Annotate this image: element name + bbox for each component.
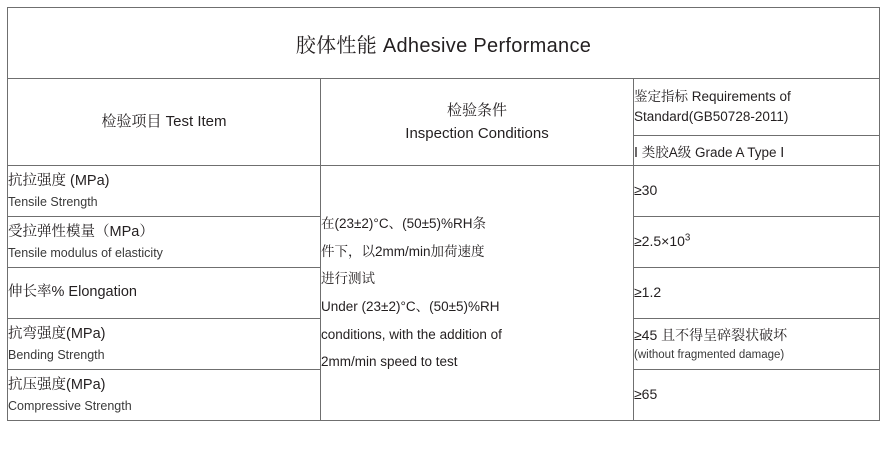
test-item-en: Compressive Strength bbox=[8, 399, 132, 414]
header-requirements-cell bbox=[634, 79, 880, 136]
requirement-cell bbox=[634, 166, 880, 217]
header-requirements-line2: Standard(GB50728-2011) bbox=[634, 109, 789, 125]
requirement-value-wrap bbox=[634, 231, 879, 251]
test-item-en: Tensile Strength bbox=[8, 195, 98, 210]
requirement-value-wrap bbox=[634, 384, 879, 404]
condition-line-1: 在(23±2)°C、(50±5)%RH条 bbox=[321, 215, 486, 231]
requirement-value-wrap bbox=[634, 325, 879, 345]
condition-line-5: conditions, with the addition of bbox=[321, 326, 502, 342]
requirement-value: ≥1.2 bbox=[634, 283, 662, 300]
test-item-cn: 抗压强度(MPa) bbox=[8, 376, 106, 393]
header-requirements-line1: 鉴定指标 Requirements of bbox=[634, 89, 791, 105]
header-inspection-conditions-cell bbox=[321, 79, 634, 166]
header-test-item-label: 检验项目 Test Item bbox=[101, 113, 227, 131]
requirement-exponent: 3 bbox=[684, 232, 691, 244]
table-header-row bbox=[8, 79, 880, 136]
test-item-cell bbox=[8, 217, 321, 268]
requirement-cell bbox=[634, 217, 880, 268]
adhesive-performance-table bbox=[7, 7, 880, 421]
adhesive-performance-sheet bbox=[0, 7, 886, 463]
test-item-cn: 抗弯强度(MPa) bbox=[8, 325, 106, 342]
condition-line-3: 进行测试 bbox=[321, 271, 375, 287]
test-item-en: Tensile modulus of elasticity bbox=[8, 246, 163, 261]
test-item-cell bbox=[8, 268, 321, 319]
header-inspection-conditions-en: Inspection Conditions bbox=[405, 125, 549, 142]
condition-line-4: Under (23±2)°C、(50±5)%RH bbox=[321, 299, 500, 314]
condition-line-2: 件下，以2mm/min加荷速度 bbox=[321, 243, 485, 259]
requirement-value: ≥30 bbox=[634, 181, 658, 198]
requirement-cell bbox=[634, 319, 880, 370]
test-item-cn: 受拉弹性模量（MPa） bbox=[8, 223, 154, 240]
test-item-cell bbox=[8, 370, 321, 421]
requirement-cell bbox=[634, 370, 880, 421]
requirement-cell bbox=[634, 268, 880, 319]
requirement-value: ≥45 且不得呈碎裂状破坏 bbox=[634, 326, 788, 343]
requirement-value-wrap bbox=[634, 180, 879, 200]
requirement-note: (without fragmented damage) bbox=[634, 348, 785, 361]
inspection-conditions-cell bbox=[321, 166, 634, 421]
test-item-cn: 抗拉强度 (MPa) bbox=[8, 172, 110, 189]
page-title: 胶体性能 Adhesive Performance bbox=[295, 34, 592, 57]
test-item-en: Bending Strength bbox=[8, 348, 105, 363]
condition-line-6: 2mm/min speed to test bbox=[321, 354, 458, 370]
test-item-cell bbox=[8, 166, 321, 217]
table-title-row bbox=[8, 8, 880, 79]
header-grade-cell: Ⅰ 类胶A级 Grade A Type Ⅰ bbox=[634, 136, 880, 166]
header-test-item-cell bbox=[8, 79, 321, 166]
header-inspection-conditions-cn: 检验条件 bbox=[446, 101, 507, 119]
test-item-cell bbox=[8, 319, 321, 370]
requirement-value: ≥65 bbox=[634, 385, 658, 402]
test-item-cn: 伸长率% Elongation bbox=[8, 283, 137, 300]
requirement-value: ≥2.5×10 bbox=[634, 232, 685, 249]
table-row bbox=[8, 166, 880, 217]
table-title-cell bbox=[8, 8, 880, 79]
requirement-value-wrap bbox=[634, 282, 879, 302]
